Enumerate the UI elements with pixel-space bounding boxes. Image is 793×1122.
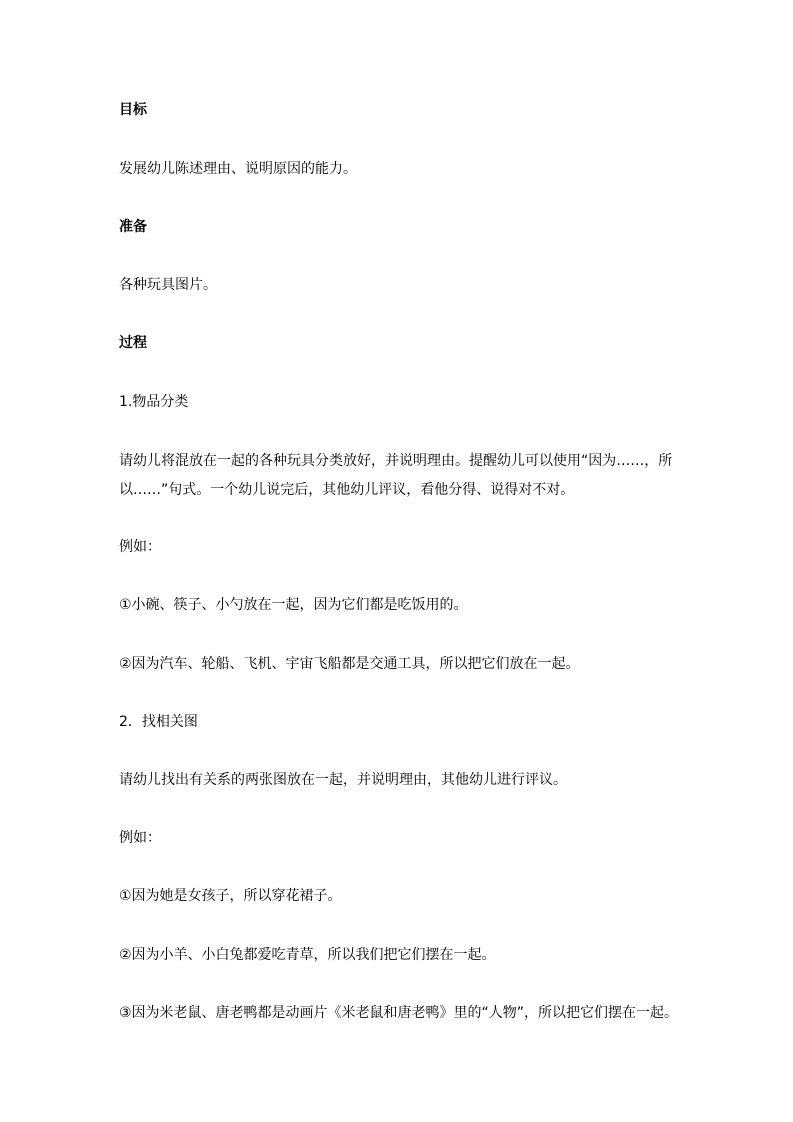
step1-example-label: 例如：: [119, 539, 161, 555]
step2-example-3: ③因为米老鼠、唐老鸭都是动画片《米老鼠和唐老鸭》里的“人物”，所以把它们摆在一起。: [119, 1005, 679, 1021]
step1-text-line1: 请幼儿将混放在一起的各种玩具分类放好，并说明理由。提醒幼儿可以使用“因为……，所: [119, 453, 673, 469]
goal-heading: 目标: [119, 102, 147, 118]
goal-text: 发展幼儿陈述理由、说明原因的能力。: [119, 161, 357, 177]
step2-example-label: 例如：: [119, 830, 161, 846]
step1-text-line2: 以……”句式。一个幼儿说完后，其他幼儿评议，看他分得、说得对不对。: [119, 482, 575, 498]
step1-title: 1.物品分类: [119, 394, 189, 410]
step2-example-1: ①因为她是女孩子，所以穿花裙子。: [119, 888, 342, 904]
step1-example-1: ①小碗、筷子、小勺放在一起，因为它们都是吃饭用的。: [119, 597, 468, 613]
step2-example-2: ②因为小羊、小白兔都爱吃青草，所以我们把它们摆在一起。: [119, 947, 496, 963]
process-heading: 过程: [119, 335, 147, 351]
step2-text: 请幼儿找出有关系的两张图放在一起，并说明理由，其他幼儿进行评议。: [119, 772, 567, 788]
step1-example-2: ②因为汽车、轮船、飞机、宇宙飞船都是交通工具，所以把它们放在一起。: [119, 656, 580, 672]
preparation-text: 各种玩具图片。: [119, 277, 217, 293]
preparation-heading: 准备: [119, 219, 147, 235]
step2-title: 2．找相关图: [119, 714, 198, 730]
